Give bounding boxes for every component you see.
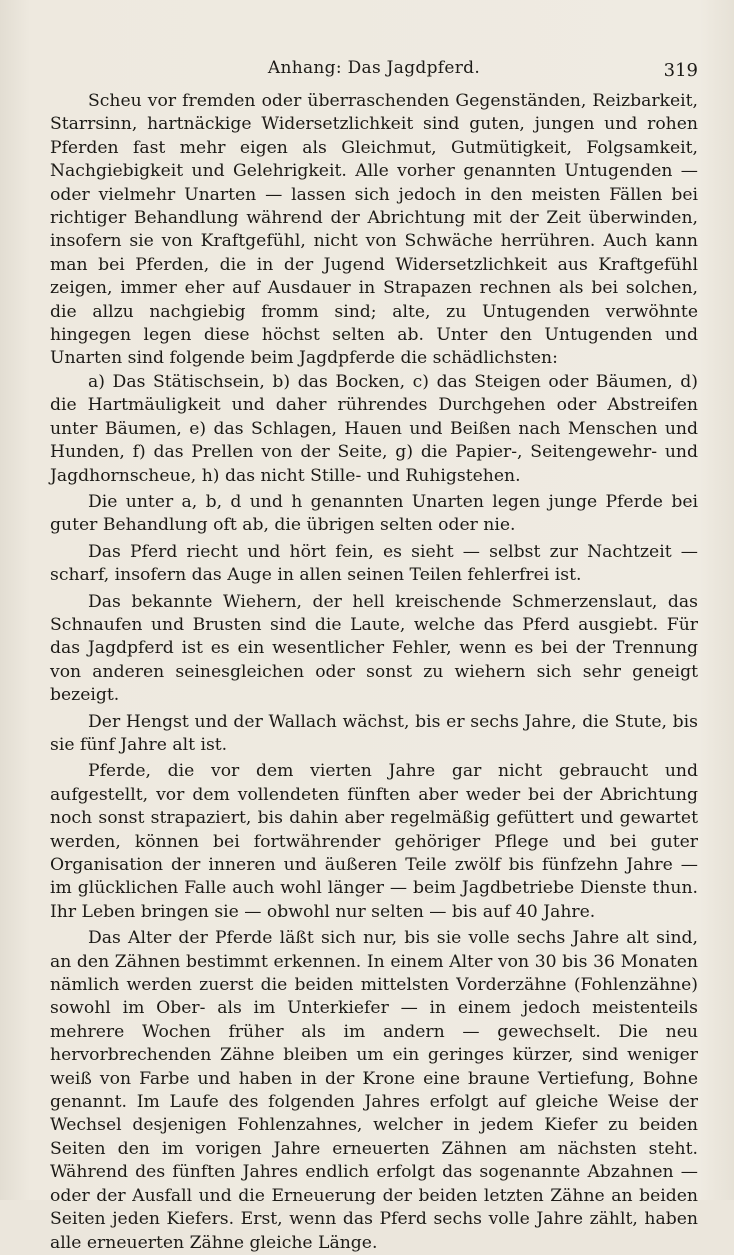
paragraph-teeth-age: Das Alter der Pferde läßt sich nur, bis sie volle sechs Jahre alt sind, an den Zähnen bestimmt erkennen. In einem Alter von 30 bis 36 Monaten nämlich werden zuerst die beiden mittelsten Vorderzähne (Fohlenzähne) sowohl im Ober- als im Unterkiefer — in einem jedoch meistenteils mehrere Wochen früher als im andern — gewechselt. Die neu hervorbrechenden Zähne bleiben um ein geringes kürzer, sind weniger weiß von Farbe und haben in der Krone eine braune Vertiefung, Bohne genannt. Im Laufe des folgenden Jahres erfolgt auf gleiche Weise der Wechsel desjenigen Fohlenzahnes, welcher in jedem Kiefer zu beiden Seiten den im vorigen Jahre erneuerten Zähnen am nächsten steht. Während des fünften Jahres endlich erfolgt das sogenannte Abzahnen — oder der Ausfall und die Erneuerung der beiden letzten Zähne an beiden Seiten jeden Kiefers. Erst, wenn das Pferd sechs volle Jahre zählt, haben alle erneuerten Zähne gleiche Länge. <box>50 928 698 1253</box>
page-number: 319 <box>663 60 698 81</box>
paragraph-sounds: Das bekannte Wiehern, der hell kreischende Schmerzenslaut, das Schnaufen und Brusten sind die Laute, welche das Pferd ausgiebt. Für das Jagdpferd ist es ein wesentlicher Fehler, wenn es bei der Trennung von anderen seinesgleichen oder sonst zu wiehern sich sehr geneigt bezeigt. <box>50 591 698 706</box>
paragraph-young-horses: Die unter a, b, d und h genannten Unarten legen junge Pferde bei guter Behandlung oft ab, die übrigen selten oder nie. <box>50 491 698 536</box>
paragraph-senses: Das Pferd riecht und hört fein, es sieht — selbst zur Nachtzeit — scharf, insofern das Auge in allen seinen Teilen fehlerfrei ist. <box>50 541 698 586</box>
page-header <box>50 56 698 82</box>
paragraph-vices-list: a) Das Stätischsein, b) das Bocken, c) das Steigen oder Bäumen, d) die Hartmäuligkeit und daher rührendes Durchgehen oder Abstreifen unter Bäumen, e) das Schlagen, Hauen und Beißen nach Menschen und Hunden, f) das Prellen von der Seite, g) die Papier-, Seitengewehr- und Jagdhornscheue, h) das nicht Stille- und Ruhigstehen. <box>50 371 698 486</box>
paragraph-lifespan: Pferde, die vor dem vierten Jahre gar nicht gebraucht und aufgestellt, vor dem vollendeten fünften aber weder bei der Abrichtung noch sonst strapaziert, bis dahin aber regelmäßig gefüttert und gewartet werden, können bei fortwährender gehöriger Pflege und bei guter Organisation der inneren und äußeren Teile zwölf bis fünfzehn Jahre — im glücklichen Falle auch wohl länger — beim Jagdbetriebe Dienste thun. Ihr Leben bringen sie — obwohl nur selten — bis auf 40 Jahre. <box>50 761 698 922</box>
paragraph-horse-vices: Scheu vor fremden oder überraschenden Gegenständen, Reizbarkeit, Starrsinn, hartnäckige Widersetzlichkeit sind guten, jungen und rohen Pferden fast mehr eigen als Gleichmut, Gutmütigkeit, Folgsamkeit, Nachgiebigkeit und Gelehrigkeit. Alle vorher genannten Untugenden — oder vielmehr Unarten — lassen sich jedoch in den meisten Fällen bei richtiger Behandlung während der Abrichtung mit der Zeit überwinden, insofern sie von Kraftgefühl, nicht von Schwäche herrühren. Auch kann man bei Pferden, die in der Jugend Widersetzlichkeit aus Kraftgefühl zeigen, immer eher auf Ausdauer in Strapazen rechnen als bei solchen, die allzu nachgiebig fromm sind; alte, zu Untugenden verwöhnte hingegen legen diese höchst selten ab. Unter den Untugenden und Unarten sind folgende beim Jagdpferde die schädlichsten: <box>50 91 698 369</box>
body-text <box>50 90 698 1255</box>
paragraph-growth: Der Hengst und der Wallach wächst, bis er sechs Jahre, die Stute, bis sie fünf Jahre alt ist. <box>50 711 698 755</box>
running-title: Anhang: Das Jagdpferd. <box>267 58 481 78</box>
